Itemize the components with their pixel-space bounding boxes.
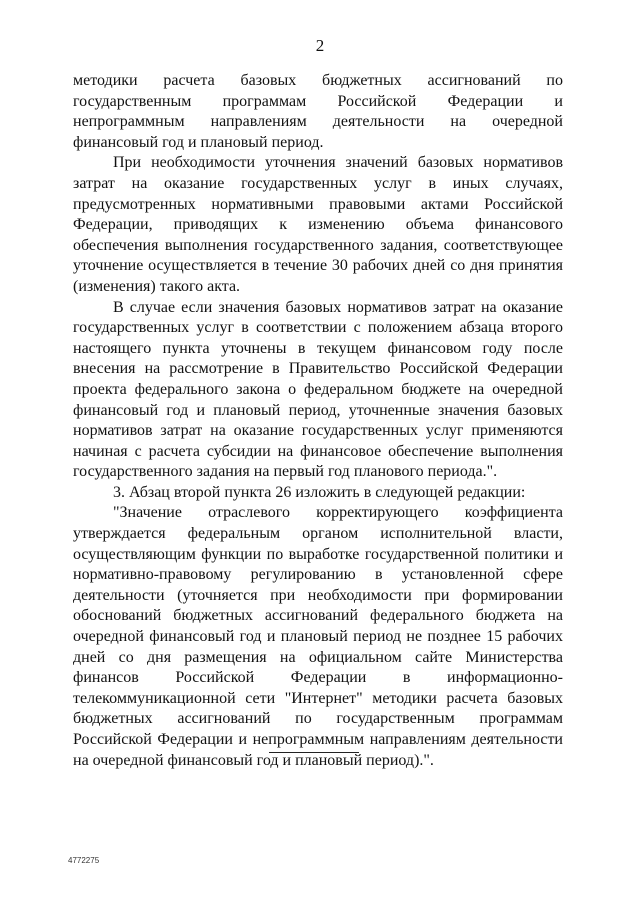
paragraph-amendment-item-3: 3. Абзац второй пункта 26 изложить в следующей редакции:	[113, 483, 526, 501]
page-number: 2	[315, 36, 325, 55]
paragraph-new-wording: "Значение отраслевого корректирующего коэффициента утверждается федеральным органом исполнительной власти, осуществляющим функции по выработке государственной политики и нормативно-правовому регулированию в установленной сфере деятельности (уточняется при необходимости при формировании обоснований бюджетных ассигнований федерального бюджета на очередной финансовый год и плановый период не позднее 15 рабочих дней со дня размещения на официальном сайте Министерства финансов Российской Федерации в информационно-телекоммуникационной сети "Интернет" методики расчета базовых бюджетных ассигнований по государственным программам Российской Федерации и непрограммным направлениям деятельности на очередной финансовый год и плановый период).".	[73, 504, 563, 769]
paragraph-clarification: При необходимости уточнения значений базовых нормативов затрат на оказание государственных услуг в иных случаях, предусмотренных нормативными правовыми актами Российской Федерации, приводящих к изменению объема финансового обеспечения выполнения государственного задания, соответствующее уточнение осуществляется в течение 30 рабочих дней со дня принятия (изменения) такого акта.	[73, 154, 563, 295]
document-code: 4772275	[68, 856, 100, 865]
closing-rule-divider	[269, 752, 359, 753]
paragraph-current-year-case: В случае если значения базовых нормативов затрат на оказание государственных услуг в соответствии с положением абзаца второго настоящего пункта уточнены в текущем финансовом году после внесения на рассмотрение в Правительство Российской Федерации проекта федерального закона о федеральном бюджете на очередной финансовый год и плановый период, уточненные значения базовых нормативов затрат на оказание государственных услуг применяются начиная с расчета субсидии на финансовое обеспечение выполнения государственного задания на первый год планового периода.".	[73, 298, 563, 481]
document-body	[73, 71, 563, 771]
paragraph-continuation: методики расчета базовых бюджетных ассигнований по государственным программам Российской Федерации и непрограммным направлениям деятельности на очередной финансовый год и плановый период.	[73, 72, 563, 151]
